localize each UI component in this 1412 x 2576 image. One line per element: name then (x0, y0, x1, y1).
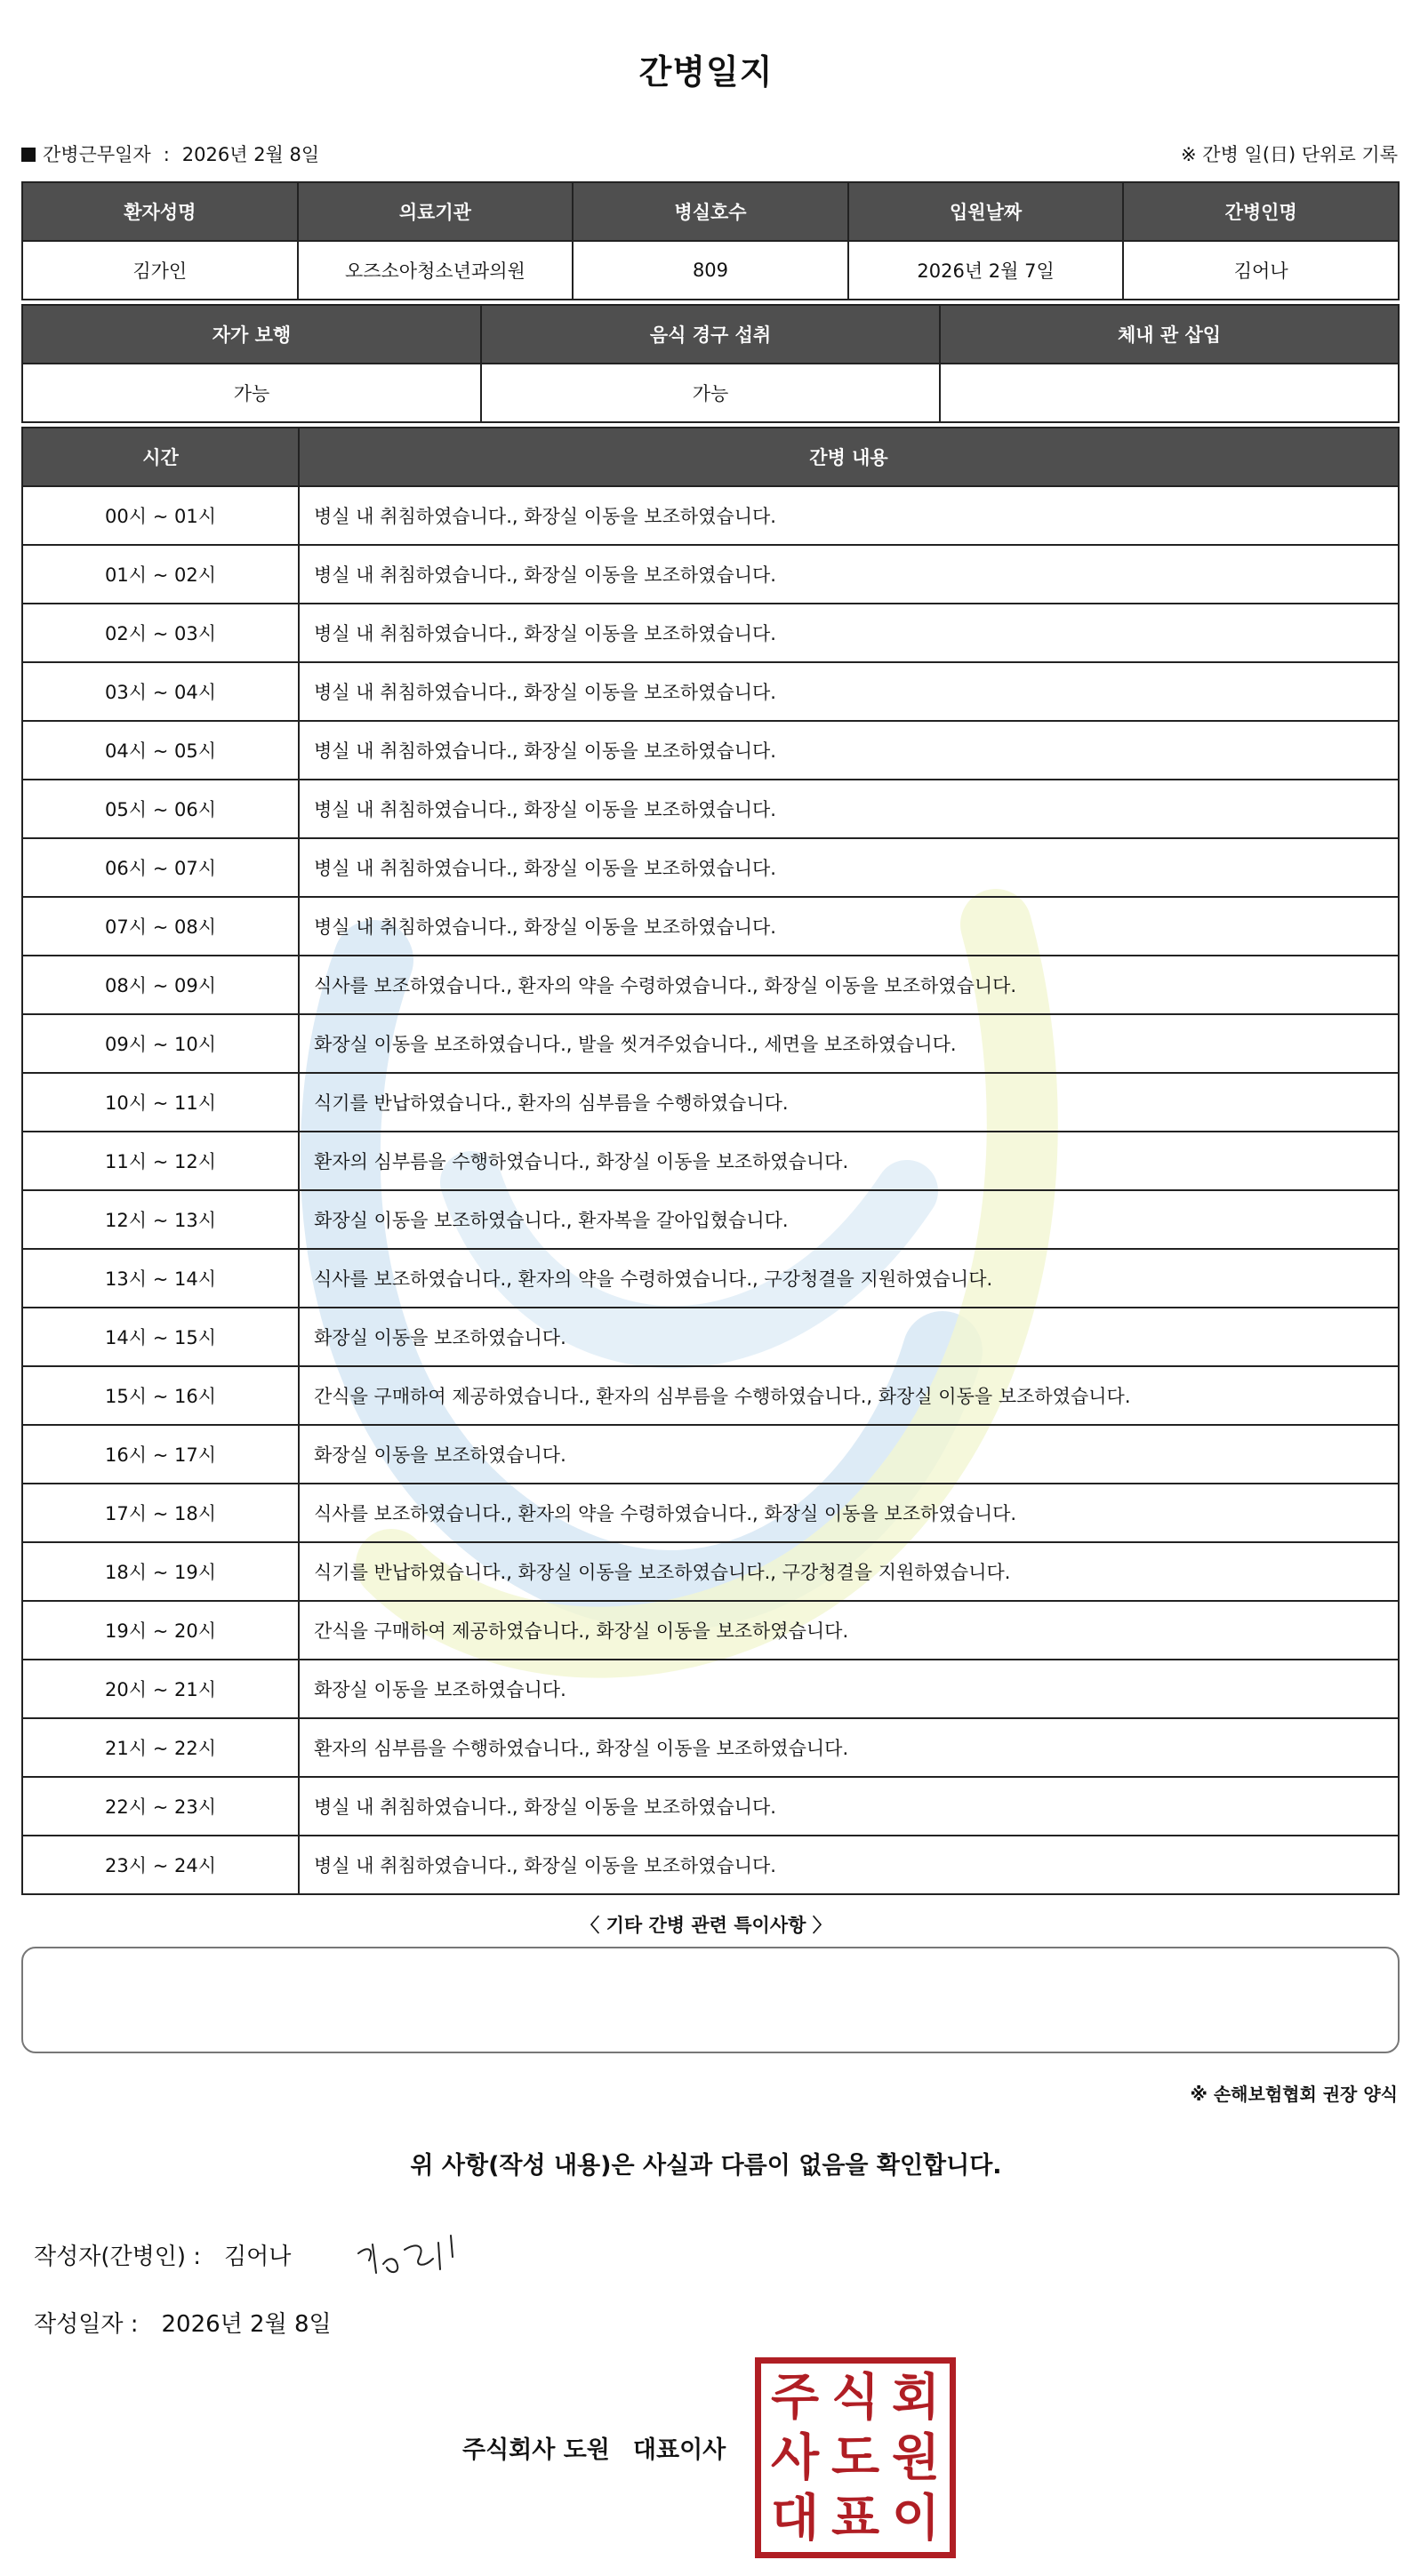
table-row (22, 1190, 1399, 1249)
care-time: 09시 ~ 10시 (22, 1014, 299, 1073)
table-row (22, 662, 1399, 721)
care-content: 병실 내 취침하였습니다., 화장실 이동을 보조하였습니다. (299, 721, 1399, 780)
table-row (22, 1718, 1399, 1777)
care-time: 23시 ~ 24시 (22, 1836, 299, 1894)
institution: 오즈소아청소년과의원 (298, 241, 574, 300)
care-time: 04시 ~ 05시 (22, 721, 299, 780)
unit-note: ※ 간병 일(日) 단위로 기록 (1181, 144, 1398, 165)
table-row (22, 1132, 1399, 1190)
care-content: 병실 내 취침하였습니다., 화장실 이동을 보조하였습니다. (299, 780, 1399, 838)
table-row (22, 1308, 1399, 1366)
care-time: 16시 ~ 17시 (22, 1425, 299, 1484)
self-walking: 가능 (22, 364, 481, 422)
patient-value-row (22, 241, 1399, 300)
care-content: 병실 내 취침하였습니다., 화장실 이동을 보조하였습니다. (299, 486, 1399, 545)
header-self-walking: 자가 보행 (22, 305, 481, 364)
patient-status-table (21, 304, 1400, 423)
work-date-separator: : (163, 144, 170, 165)
table-row (22, 1366, 1399, 1425)
work-date (21, 140, 319, 167)
header-caregiver-name: 간병인명 (1123, 182, 1399, 241)
seal-glyph: 원 (891, 2428, 941, 2487)
care-time: 13시 ~ 14시 (22, 1249, 299, 1308)
care-content: 환자의 심부름을 수행하였습니다., 화장실 이동을 보조하였습니다. (299, 1718, 1399, 1777)
care-time: 14시 ~ 15시 (22, 1308, 299, 1366)
care-time: 11시 ~ 12시 (22, 1132, 299, 1190)
care-time: 10시 ~ 11시 (22, 1073, 299, 1132)
company-seal-icon (755, 2357, 956, 2558)
care-content: 식사를 보조하였습니다., 환자의 약을 수령하였습니다., 화장실 이동을 보조하였습니다. (299, 1484, 1399, 1542)
care-content: 병실 내 취침하였습니다., 화장실 이동을 보조하였습니다. (299, 604, 1399, 662)
work-date-label: 간병근무일자 (43, 144, 151, 165)
status-header-row (22, 305, 1399, 364)
notes-title: 〈 기타 간병 관련 특이사항 〉 (581, 1915, 831, 1936)
table-row (22, 897, 1399, 956)
care-content: 식기를 반납하였습니다., 환자의 심부름을 수행하였습니다. (299, 1073, 1399, 1132)
table-row (22, 1484, 1399, 1542)
table-row (22, 1425, 1399, 1484)
care-time: 18시 ~ 19시 (22, 1542, 299, 1601)
notes-box (21, 1947, 1400, 2053)
patient-header-row (22, 182, 1399, 241)
header-oral-intake: 음식 경구 섭취 (481, 305, 940, 364)
writer-label: 작성자(간병인) : (34, 2244, 202, 2270)
caregiver-name: 김어나 (1123, 241, 1399, 300)
care-content: 병실 내 취침하였습니다., 화장실 이동을 보조하였습니다. (299, 838, 1399, 897)
seal-glyph: 식 (830, 2368, 880, 2427)
company-role: 대표이사 (632, 2436, 726, 2464)
seal-glyph: 도 (830, 2428, 880, 2487)
care-content: 식사를 보조하였습니다., 환자의 약을 수령하였습니다., 화장실 이동을 보조하였습니다. (299, 956, 1399, 1014)
care-content: 식사를 보조하였습니다., 환자의 약을 수령하였습니다., 구강청결을 지원하였습니다. (299, 1249, 1399, 1308)
care-content: 간식을 구매하여 제공하였습니다., 환자의 심부름을 수행하였습니다., 화장실 이동을 보조하였습니다. (299, 1366, 1399, 1425)
writer-name: 김어나 (224, 2244, 292, 2270)
care-content: 병실 내 취침하였습니다., 화장실 이동을 보조하였습니다. (299, 897, 1399, 956)
care-time: 06시 ~ 07시 (22, 838, 299, 897)
care-time: 19시 ~ 20시 (22, 1601, 299, 1660)
care-time: 15시 ~ 16시 (22, 1366, 299, 1425)
seal-glyph: 회 (891, 2368, 941, 2427)
table-row (22, 545, 1399, 604)
write-date-line (34, 2306, 332, 2339)
care-content: 병실 내 취침하였습니다., 화장실 이동을 보조하였습니다. (299, 662, 1399, 721)
care-content: 병실 내 취침하였습니다., 화장실 이동을 보조하였습니다. (299, 1777, 1399, 1836)
care-time: 17시 ~ 18시 (22, 1484, 299, 1542)
table-row (22, 1014, 1399, 1073)
work-date-value: 2026년 2월 8일 (181, 144, 320, 165)
care-content: 환자의 심부름을 수행하였습니다., 화장실 이동을 보조하였습니다. (299, 1132, 1399, 1190)
table-row (22, 486, 1399, 545)
care-content: 간식을 구매하여 제공하였습니다., 화장실 이동을 보조하였습니다. (299, 1601, 1399, 1660)
care-time: 20시 ~ 21시 (22, 1660, 299, 1718)
care-time: 03시 ~ 04시 (22, 662, 299, 721)
care-time: 08시 ~ 09시 (22, 956, 299, 1014)
care-content: 병실 내 취침하였습니다., 화장실 이동을 보조하였습니다. (299, 1836, 1399, 1894)
document-title: 간병일지 (638, 52, 774, 92)
write-date-value: 2026년 2월 8일 (161, 2311, 332, 2338)
patient-info-table (21, 181, 1400, 300)
table-row (22, 956, 1399, 1014)
header-admission-date: 입원날짜 (848, 182, 1124, 241)
care-time: 07시 ~ 08시 (22, 897, 299, 956)
care-content: 화장실 이동을 보조하였습니다. (299, 1425, 1399, 1484)
header-patient-name: 환자성명 (22, 182, 298, 241)
patient-name: 김가인 (22, 241, 298, 300)
seal-glyph: 주 (770, 2368, 820, 2427)
seal-glyph: 표 (830, 2489, 880, 2548)
care-time: 00시 ~ 01시 (22, 486, 299, 545)
table-row (22, 1601, 1399, 1660)
seal-glyph: 대 (770, 2489, 820, 2548)
care-time: 21시 ~ 22시 (22, 1718, 299, 1777)
seal-glyph: 이 (891, 2489, 941, 2548)
write-date-label: 작성일자 : (34, 2311, 139, 2338)
care-content: 화장실 이동을 보조하였습니다. (299, 1308, 1399, 1366)
care-content: 화장실 이동을 보조하였습니다. (299, 1660, 1399, 1718)
company-signature-line (462, 2430, 726, 2465)
seal-glyph: 사 (770, 2428, 820, 2487)
table-row (22, 838, 1399, 897)
header-care-content: 간병 내용 (299, 428, 1399, 486)
confirmation-statement: 위 사항(작성 내용)은 사실과 다름이 없음을 확인합니다. (410, 2152, 1002, 2180)
care-header-row (22, 428, 1399, 486)
room-number: 809 (573, 241, 848, 300)
care-content: 화장실 이동을 보조하였습니다., 발을 씻겨주었습니다., 세면을 보조하였습니다. (299, 1014, 1399, 1073)
care-content: 화장실 이동을 보조하였습니다., 환자복을 갈아입혔습니다. (299, 1190, 1399, 1249)
table-row (22, 1836, 1399, 1894)
tube-insertion (940, 364, 1399, 422)
care-time: 05시 ~ 06시 (22, 780, 299, 838)
header-room-number: 병실호수 (573, 182, 848, 241)
table-row (22, 721, 1399, 780)
table-row (22, 1777, 1399, 1836)
oral-intake: 가능 (481, 364, 940, 422)
care-log-table (21, 427, 1400, 1895)
recommend-note: ※ 손해보험협회 권장 양식 (1190, 2084, 1398, 2105)
handwritten-signature-icon (351, 2218, 485, 2289)
care-content: 식기를 반납하였습니다., 화장실 이동을 보조하였습니다., 구강청결을 지원하였습니다. (299, 1542, 1399, 1601)
writer-line (34, 2238, 291, 2271)
care-time: 22시 ~ 23시 (22, 1777, 299, 1836)
header-institution: 의료기관 (298, 182, 574, 241)
table-row (22, 1249, 1399, 1308)
table-row (22, 1542, 1399, 1601)
square-bullet-icon (21, 148, 36, 162)
admission-date: 2026년 2월 7일 (848, 241, 1124, 300)
table-row (22, 1073, 1399, 1132)
table-row (22, 780, 1399, 838)
table-row (22, 1660, 1399, 1718)
status-value-row (22, 364, 1399, 422)
company-name: 주식회사 도원 (462, 2436, 610, 2464)
care-time: 02시 ~ 03시 (22, 604, 299, 662)
header-time: 시간 (22, 428, 299, 486)
care-time: 01시 ~ 02시 (22, 545, 299, 604)
header-tube-insertion: 체내 관 삽입 (940, 305, 1399, 364)
care-time: 12시 ~ 13시 (22, 1190, 299, 1249)
care-content: 병실 내 취침하였습니다., 화장실 이동을 보조하였습니다. (299, 545, 1399, 604)
table-row (22, 604, 1399, 662)
